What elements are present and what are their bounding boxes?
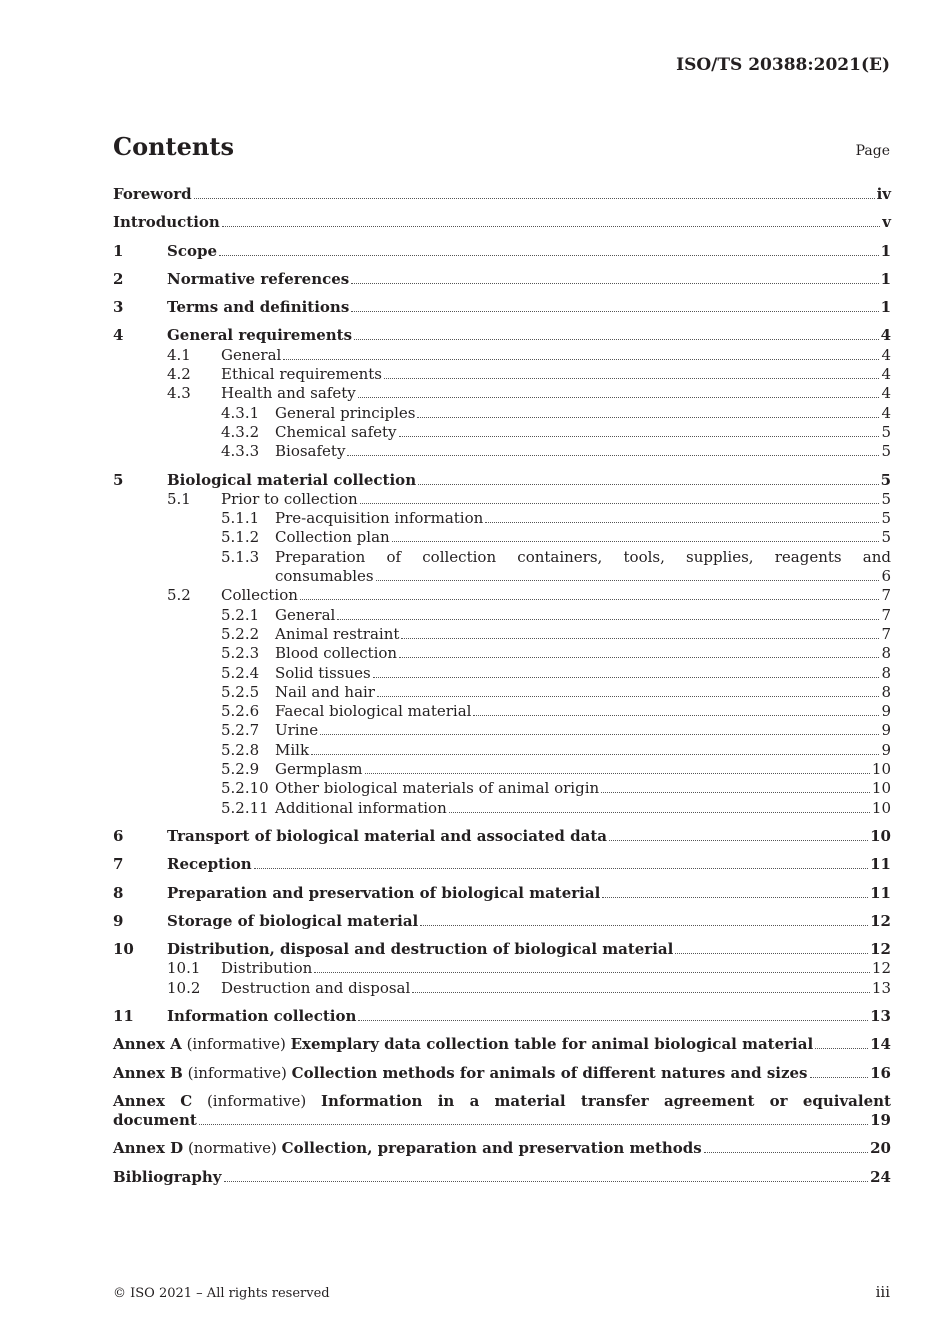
contents-heading: Contents xyxy=(113,132,234,161)
toc-number: 7 xyxy=(113,855,124,874)
toc-page: 11 xyxy=(870,855,891,874)
dot-leader xyxy=(365,773,870,774)
document-id: ISO/TS 20388:2021(E) xyxy=(676,55,890,75)
toc-title: General xyxy=(275,605,336,624)
toc-number: 4.3.2 xyxy=(221,422,260,441)
dot-leader xyxy=(810,1077,869,1078)
dot-leader xyxy=(704,1152,868,1153)
toc-page: 13 xyxy=(870,1006,891,1025)
dot-leader xyxy=(300,599,880,600)
toc-page: 7 xyxy=(881,586,891,605)
toc-entry-5-2-7[interactable] xyxy=(113,721,891,740)
toc-page: 5 xyxy=(881,442,891,461)
toc-page: 9 xyxy=(881,740,891,759)
toc-number: 5.2.6 xyxy=(221,702,260,721)
toc-number: 8 xyxy=(113,883,124,902)
toc-title: Chemical safety xyxy=(275,422,397,441)
dot-leader xyxy=(417,417,879,418)
toc-entry-5[interactable] xyxy=(113,471,891,490)
dot-leader xyxy=(449,812,870,813)
toc-title: Information collection xyxy=(167,1006,357,1025)
toc-entry-5-1-1[interactable] xyxy=(113,509,891,528)
toc-page: 4 xyxy=(881,365,891,384)
toc-title: Foreword xyxy=(113,185,192,203)
dot-leader xyxy=(219,255,879,256)
dot-leader xyxy=(602,897,868,898)
toc-title: Collection plan xyxy=(275,528,390,547)
toc-entry-4[interactable] xyxy=(113,326,891,345)
toc-title: Urine xyxy=(275,721,319,740)
toc-title: Additional information xyxy=(275,798,447,817)
toc-number: 5.2.9 xyxy=(221,760,260,779)
toc-title: Health and safety xyxy=(221,384,356,403)
page-number: iii xyxy=(875,1283,890,1301)
toc-entry-3[interactable] xyxy=(113,298,891,317)
toc-page: 14 xyxy=(870,1035,891,1054)
toc-entry-5-1-3[interactable] xyxy=(113,548,891,587)
toc-title: Terms and definitions xyxy=(167,298,350,317)
toc-page: 20 xyxy=(870,1139,891,1158)
toc-page: v xyxy=(882,213,891,232)
toc-entry-10-2[interactable] xyxy=(113,979,891,998)
dot-leader xyxy=(360,503,880,504)
toc-entry-5-2-11[interactable] xyxy=(113,799,891,818)
toc-page: 1 xyxy=(880,298,891,317)
toc-title: Biological material collection xyxy=(167,470,417,489)
toc-entry-5-2-3[interactable] xyxy=(113,644,891,663)
toc-page: 4 xyxy=(881,403,891,422)
toc-entry-5-2-2[interactable] xyxy=(113,625,891,644)
toc-page: 7 xyxy=(881,624,891,643)
toc-number: 11 xyxy=(113,1006,134,1025)
toc-page: 7 xyxy=(881,605,891,624)
dot-leader xyxy=(601,792,870,793)
toc-page: 24 xyxy=(870,1167,891,1186)
annex-type: (informative) xyxy=(187,1063,287,1082)
toc-multiline-title xyxy=(113,1092,891,1131)
toc-title: General principles xyxy=(275,403,416,422)
toc-title: Solid tissues xyxy=(275,663,371,682)
toc-number: 5.1.3 xyxy=(221,547,260,566)
toc-title: Storage of biological material xyxy=(167,911,419,930)
toc-number: 10.1 xyxy=(167,959,201,978)
toc-entry-5-2-10[interactable] xyxy=(113,779,891,798)
toc-number: 4.1 xyxy=(167,345,191,364)
toc-title: Normative references xyxy=(167,269,350,288)
toc-page: 10 xyxy=(871,798,891,817)
toc-page: 1 xyxy=(880,241,891,260)
toc-entry-5-1-2[interactable] xyxy=(113,528,891,547)
dot-leader xyxy=(358,1020,868,1021)
dot-leader xyxy=(609,840,868,841)
toc-title: Distribution, disposal and destruction of biological material xyxy=(167,940,674,959)
toc-title: Distribution xyxy=(221,959,313,978)
toc-number: 1 xyxy=(113,241,124,260)
annex-label: Annex D xyxy=(113,1139,184,1158)
toc-page: 8 xyxy=(881,644,891,663)
toc-title: General requirements xyxy=(167,326,353,345)
dot-leader xyxy=(320,734,879,735)
dot-leader xyxy=(254,868,868,869)
toc-entry-4-2[interactable] xyxy=(113,365,891,384)
dot-leader xyxy=(399,657,879,658)
toc-title: Blood collection xyxy=(275,644,398,663)
toc-entry-7[interactable] xyxy=(113,855,891,874)
toc-number: 4.3.3 xyxy=(221,442,260,461)
annex-title-line2: document xyxy=(113,1111,197,1130)
toc-page: 6 xyxy=(881,567,891,586)
toc-number: 5.2.11 xyxy=(221,798,269,817)
toc-number: 4.2 xyxy=(167,365,191,384)
dot-leader xyxy=(354,339,879,340)
toc-entry-5-2-9[interactable] xyxy=(113,760,891,779)
toc-annex-title-line1 xyxy=(113,1092,891,1111)
dot-leader xyxy=(224,1181,869,1182)
toc-number: 10.2 xyxy=(167,978,201,997)
dot-leader xyxy=(311,754,879,755)
toc-entry-5-2-8[interactable] xyxy=(113,741,891,760)
dot-leader xyxy=(314,972,870,973)
toc-entry-annex-b[interactable] xyxy=(113,1064,891,1083)
toc-entry-2[interactable] xyxy=(113,270,891,289)
toc-title: Pre-acquisition information xyxy=(275,509,484,528)
toc-page: 12 xyxy=(870,911,891,930)
toc-entry-8[interactable] xyxy=(113,884,891,903)
toc-page: 5 xyxy=(881,528,891,547)
annex-title: Collection methods for animals of different natures and sizes xyxy=(291,1063,808,1082)
toc-number: 5.2.8 xyxy=(221,740,260,759)
dot-leader xyxy=(377,696,879,697)
toc-number: 9 xyxy=(113,911,124,930)
toc-page: 5 xyxy=(881,489,891,508)
toc-entry-10-1[interactable] xyxy=(113,959,891,978)
toc-entry-4-3[interactable] xyxy=(113,384,891,403)
toc-title: Introduction xyxy=(113,213,220,232)
toc-number: 5 xyxy=(113,470,124,489)
toc-entry-4-1[interactable] xyxy=(113,346,891,365)
toc-title: Transport of biological material and associated data xyxy=(167,826,607,845)
toc-title: Bibliography xyxy=(113,1167,222,1186)
toc-entry-6[interactable] xyxy=(113,827,891,846)
toc-page: 9 xyxy=(881,702,891,721)
toc-number: 5.1.2 xyxy=(221,528,260,547)
toc-title: Scope xyxy=(167,241,218,260)
dot-leader xyxy=(358,397,880,398)
toc-entry-5-2-1[interactable] xyxy=(113,606,891,625)
toc-entry-foreword[interactable] xyxy=(113,185,891,204)
table-of-contents xyxy=(113,185,891,1187)
toc-number: 5.1 xyxy=(167,489,191,508)
toc-page: 13 xyxy=(871,978,891,997)
toc-page: iv xyxy=(876,185,891,203)
dot-leader xyxy=(485,522,879,523)
toc-title-last-line xyxy=(113,1111,891,1130)
dot-leader xyxy=(420,925,868,926)
dot-leader xyxy=(401,638,879,639)
toc-title: Ethical requirements xyxy=(221,365,382,384)
toc-entry-9[interactable] xyxy=(113,912,891,931)
dot-leader xyxy=(351,283,878,284)
toc-number: 5.2 xyxy=(167,586,191,605)
toc-page: 8 xyxy=(881,682,891,701)
toc-number: 6 xyxy=(113,826,124,845)
annex-label: Annex A xyxy=(113,1035,182,1054)
toc-number: 4 xyxy=(113,326,124,345)
toc-page: 16 xyxy=(870,1063,891,1082)
toc-page: 4 xyxy=(880,326,891,345)
dot-leader xyxy=(347,455,879,456)
toc-annex-title xyxy=(113,1064,808,1083)
toc-entry-5-1[interactable] xyxy=(113,490,891,509)
toc-entry-5-2-4[interactable] xyxy=(113,664,891,683)
dot-leader xyxy=(199,1124,868,1125)
copyright-notice: © ISO 2021 – All rights reserved xyxy=(113,1286,330,1301)
page-column-label: Page xyxy=(855,143,890,159)
dot-leader xyxy=(337,619,879,620)
toc-title: Preparation and preservation of biological material xyxy=(167,883,601,902)
toc-number: 5.2.4 xyxy=(221,663,260,682)
toc-entry-5-2-6[interactable] xyxy=(113,702,891,721)
dot-leader xyxy=(373,677,880,678)
dot-leader xyxy=(473,715,879,716)
toc-number: 5.2.5 xyxy=(221,682,260,701)
toc-number: 5.2.1 xyxy=(221,605,260,624)
annex-label: Annex C xyxy=(113,1091,193,1110)
dot-leader xyxy=(384,378,879,379)
toc-page: 4 xyxy=(881,345,891,364)
annex-title: Exemplary data collection table for animal biological material xyxy=(290,1035,814,1054)
toc-page: 5 xyxy=(881,422,891,441)
dot-leader xyxy=(283,359,879,360)
toc-page: 19 xyxy=(870,1111,891,1130)
toc-number: 3 xyxy=(113,298,124,317)
toc-page: 12 xyxy=(870,940,891,959)
toc-page: 10 xyxy=(871,760,891,779)
toc-page: 11 xyxy=(870,883,891,902)
toc-entry-5-2[interactable] xyxy=(113,586,891,605)
toc-title: Faecal biological material xyxy=(275,702,472,721)
toc-entry-11[interactable] xyxy=(113,1007,891,1026)
toc-number: 4.3.1 xyxy=(221,403,260,422)
annex-title: Collection, preparation and preservation methods xyxy=(281,1139,702,1158)
toc-page: 5 xyxy=(880,470,891,489)
toc-number: 5.2.10 xyxy=(221,779,269,798)
dot-leader xyxy=(351,311,878,312)
toc-title: Reception xyxy=(167,855,252,874)
toc-entry-annex-d[interactable] xyxy=(113,1139,891,1158)
annex-type: (informative) xyxy=(186,1035,286,1054)
dot-leader xyxy=(376,580,880,581)
annex-type: (normative) xyxy=(187,1139,277,1158)
toc-multiline-title xyxy=(275,548,891,587)
toc-page: 12 xyxy=(871,959,891,978)
dot-leader xyxy=(399,436,880,437)
dot-leader xyxy=(222,226,880,227)
toc-number: 5.2.2 xyxy=(221,624,260,643)
toc-title: General xyxy=(221,345,282,364)
toc-title: Collection xyxy=(221,586,298,605)
toc-entry-4-3-2[interactable] xyxy=(113,423,891,442)
dot-leader xyxy=(675,953,868,954)
toc-entry-annex-c[interactable] xyxy=(113,1092,891,1131)
toc-page: 1 xyxy=(880,269,891,288)
toc-entry-4-3-3[interactable] xyxy=(113,442,891,461)
toc-page: 10 xyxy=(870,826,891,845)
toc-number: 4.3 xyxy=(167,384,191,403)
toc-entry-1[interactable] xyxy=(113,242,891,261)
toc-title: Milk xyxy=(275,740,310,759)
dot-leader xyxy=(194,198,875,199)
toc-title: Prior to collection xyxy=(221,489,358,508)
toc-title-last-line xyxy=(275,567,891,586)
toc-entry-bibliography[interactable] xyxy=(113,1168,891,1187)
toc-page: 10 xyxy=(871,779,891,798)
toc-page: 5 xyxy=(881,509,891,528)
toc-title: Nail and hair xyxy=(275,682,375,701)
annex-label: Annex B xyxy=(113,1063,183,1082)
toc-annex-title xyxy=(113,1139,702,1158)
toc-title: Animal restraint xyxy=(275,624,400,643)
toc-number: 5.2.3 xyxy=(221,644,260,663)
dot-leader xyxy=(412,992,870,993)
toc-number: 10 xyxy=(113,940,134,959)
toc-title: Biosafety xyxy=(275,442,346,461)
toc-number: 5.1.1 xyxy=(221,509,260,528)
dot-leader xyxy=(815,1048,868,1049)
toc-entry-5-2-5[interactable] xyxy=(113,683,891,702)
toc-entry-annex-a[interactable] xyxy=(113,1035,891,1054)
toc-title-line1: Preparation of collection containers, tools, supplies, reagents and xyxy=(275,547,891,566)
toc-title-line2: consumables xyxy=(275,567,374,586)
toc-annex-title xyxy=(113,1035,813,1054)
dot-leader xyxy=(392,541,880,542)
toc-number: 5.2.7 xyxy=(221,721,260,740)
annex-type: (informative) xyxy=(206,1091,307,1110)
toc-title: Germplasm xyxy=(275,760,363,779)
toc-page: 4 xyxy=(881,384,891,403)
toc-entry-introduction[interactable] xyxy=(113,213,891,232)
toc-entry-10[interactable] xyxy=(113,940,891,959)
toc-title: Other biological materials of animal origin xyxy=(275,779,600,798)
dot-leader xyxy=(418,484,878,485)
toc-entry-4-3-1[interactable] xyxy=(113,404,891,423)
toc-page: 8 xyxy=(881,663,891,682)
toc-number: 2 xyxy=(113,269,124,288)
toc-title: Destruction and disposal xyxy=(221,978,411,997)
annex-title: Information in a material transfer agreement or equivalent xyxy=(321,1091,891,1110)
toc-page: 9 xyxy=(881,721,891,740)
